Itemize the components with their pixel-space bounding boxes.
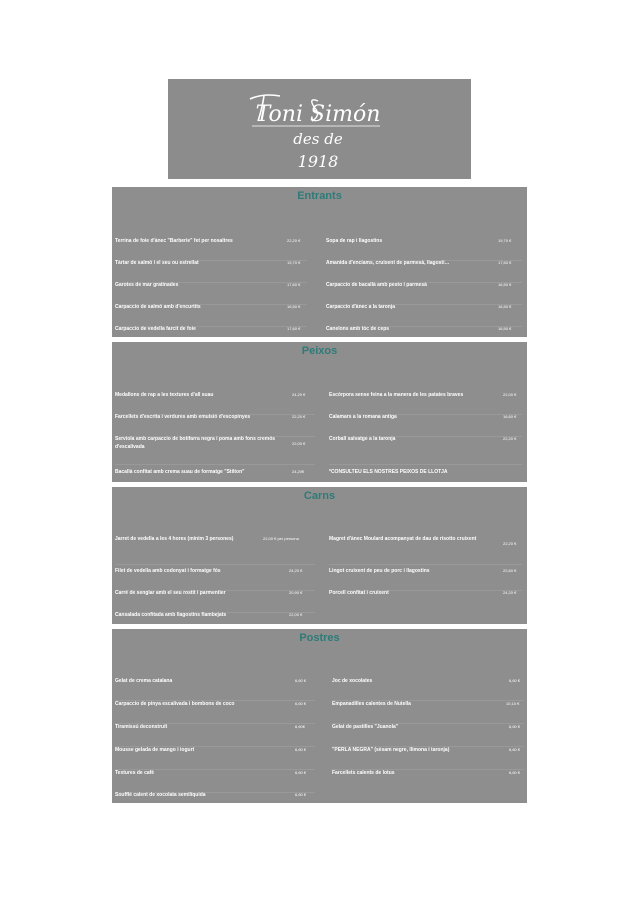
dish-price: 24,20 € [503,590,517,595]
menu-item [115,700,315,722]
dish-name: Garotes de mar gratinades [115,282,179,288]
dish-name: Farcellets d'escrita i verdures amb emulsió d'escopinyes [115,414,251,420]
menu-item [332,677,524,699]
dish-price: 6,60 € [295,792,307,797]
dish-name: Mousse gelada de mango i iogurt [115,747,195,753]
menu-item [115,589,315,611]
dish-price: 17,60 € [287,282,301,287]
dish-name: Tiramissú deconstruït [115,724,168,730]
dish-price: 16,50 € [498,282,512,287]
dish-name: Empanadilles calentes de Nutella [332,701,411,707]
menu-item [115,435,315,463]
dish-name: Medallons de rap a les textures d'all suau [115,392,214,398]
dish-price: 6,60 € [509,724,521,729]
menu-item [329,535,522,563]
dish-price: 10,10 € [506,701,520,706]
dish-price: 22,20 € [287,238,301,243]
dish-price: 19,70 € [287,260,301,265]
dish-name: Textures de cafè [115,770,155,776]
dish-price: 6,60 € [509,678,521,683]
menu-item [326,259,522,281]
dish-name: Joc de xocolates [332,678,373,684]
dish-name: Serviola amb carpaccio de botifarra negra i poma amb fons cremós d'escalivada [115,436,276,450]
dish-name: Carpaccio de bacallà amb pesto i parmesà [326,282,427,288]
dish-name: Cansalada confitada amb llagostins flambejats [115,612,227,618]
dish-price: 22,20 € [503,541,517,546]
dish-price: 6,60 € [295,678,307,683]
menu-item [326,303,522,325]
logo-name: Toni Simón [255,102,381,127]
dish-price: 22,00 € [289,612,303,617]
dish-price: 6,60 € [509,747,521,752]
dish-name: Porcell confitat i cruixent [329,590,389,596]
dish-price: 16,50 € [498,304,512,309]
logo-year: 1918 [297,152,339,171]
menu-item [326,281,522,303]
dish-price: 22,00 € [292,441,306,446]
dish-price: 22,00 € per persona [263,536,299,541]
dish-name: Carpaccio de pinya escalivada i bombons de coco [115,701,235,707]
section-title: Carns [303,490,336,502]
menu-item [329,435,522,463]
dish-price: 24,20 € [292,392,306,397]
menu-item [329,391,522,413]
menu-item [115,281,307,303]
section-postres [112,629,527,803]
dish-name: *CONSULTEU ELS NOSTRES PEIXOS DE LLOTJA [329,469,448,475]
section-carns [112,487,527,624]
dish-price: 20,90 € [289,590,303,595]
menu-item [329,413,522,435]
menu-item [115,791,315,813]
dish-price: 22,20 € [292,414,306,419]
menu-item [115,746,315,768]
dish-price: 22,60 € [503,568,517,573]
restaurant-logo [168,79,471,179]
menu-item [326,237,522,259]
dish-price: 6,60 € [509,770,521,775]
logo-tagline: des de [293,130,343,148]
dish-name: Canelons amb tòc de ceps [326,326,390,332]
menu-item [115,259,307,281]
menu-item [115,237,307,259]
dish-price: 16,60 € [503,414,517,419]
dish-price: 17,60 € [498,260,512,265]
dish-price: 6,60€ [295,724,306,729]
dish-price: 22,00 € [503,392,517,397]
dish-name: Carré de senglar amb el seu rostit i parmentier [115,590,226,596]
dish-name: Terrina de foie d'ànec "Barberie" fet per nosaltres [115,238,233,244]
dish-name: Carpaccio de salmó amb d'encurtits [115,304,201,310]
menu-item [332,769,524,791]
dish-price: 24,20€ [292,469,305,474]
dish-name: Carpaccio d'ànec a la taronja [326,304,395,310]
dish-name: Jarret de vedella a les 4 hores (mínim 3 persones) [115,536,234,542]
dish-name: Gelat de crema catalana [115,678,173,684]
dish-name: Amanida d'enciams, cruixent de parmesà, llagosti… [326,260,450,266]
dish-name: Soufflé calent de xocolata semilíquida [115,792,206,798]
menu-item [332,700,524,722]
dish-name: Filet de vedella amb codonyat i formatge fós [115,568,221,574]
menu-item [115,769,315,791]
dish-name: Lingot cruixent de peu de porc i llagostins [329,568,430,574]
dish-name: Corball salvatge a la taronja [329,436,396,442]
dish-name: Bacallà confitat amb crema suau de formatge "Stilton" [115,469,245,475]
dish-price: 6,60 € [295,747,307,752]
dish-name: Tàrtar de salmó i el seu ou estrellat [115,260,199,266]
section-title: Entrants [297,190,342,202]
dish-name: Magret d'ànec Moulard acompanyat de dau de risotto cruixent [329,536,477,542]
menu-item [332,723,524,745]
menu-item [115,391,315,413]
dish-name: Calamars a la romana antiga [329,414,397,420]
menu-item [329,589,522,611]
menu-item [115,303,307,325]
section-peixos [112,342,527,482]
section-title: Postres [299,632,340,644]
menu-item [115,677,315,699]
dish-name: Gelat de pastilles "Juanola" [332,724,399,730]
menu-item [115,413,315,435]
dish-price: 6,60 € [295,701,307,706]
dish-price: 6,60 € [295,770,307,775]
dish-name: Carpaccio de vedella farcit de foie [115,326,196,332]
dish-name: Farcellets calents de lotus [332,770,395,776]
dish-price: 17,60 € [287,326,301,331]
menu-item [332,746,524,768]
dish-price: 16,50 € [287,304,301,309]
section-entrants [112,187,527,337]
dish-name: "PERLA NEGRA" (sèsam negre, llimona i taronja) [332,747,450,753]
dish-price: 22,20 € [503,436,517,441]
dish-name: Sopa de rap i llagostins [326,238,383,244]
dish-price: 24,20 € [289,568,303,573]
menu-item [115,723,315,745]
menu-item [115,535,315,563]
dish-price: 16,50 € [498,326,512,331]
menu-item [329,567,522,589]
menu-item [115,567,315,589]
dish-name: Escórpora sense feina a la manera de les patates braves [329,392,464,398]
dish-price: 19,70 € [498,238,512,243]
section-title: Peixos [301,345,338,357]
